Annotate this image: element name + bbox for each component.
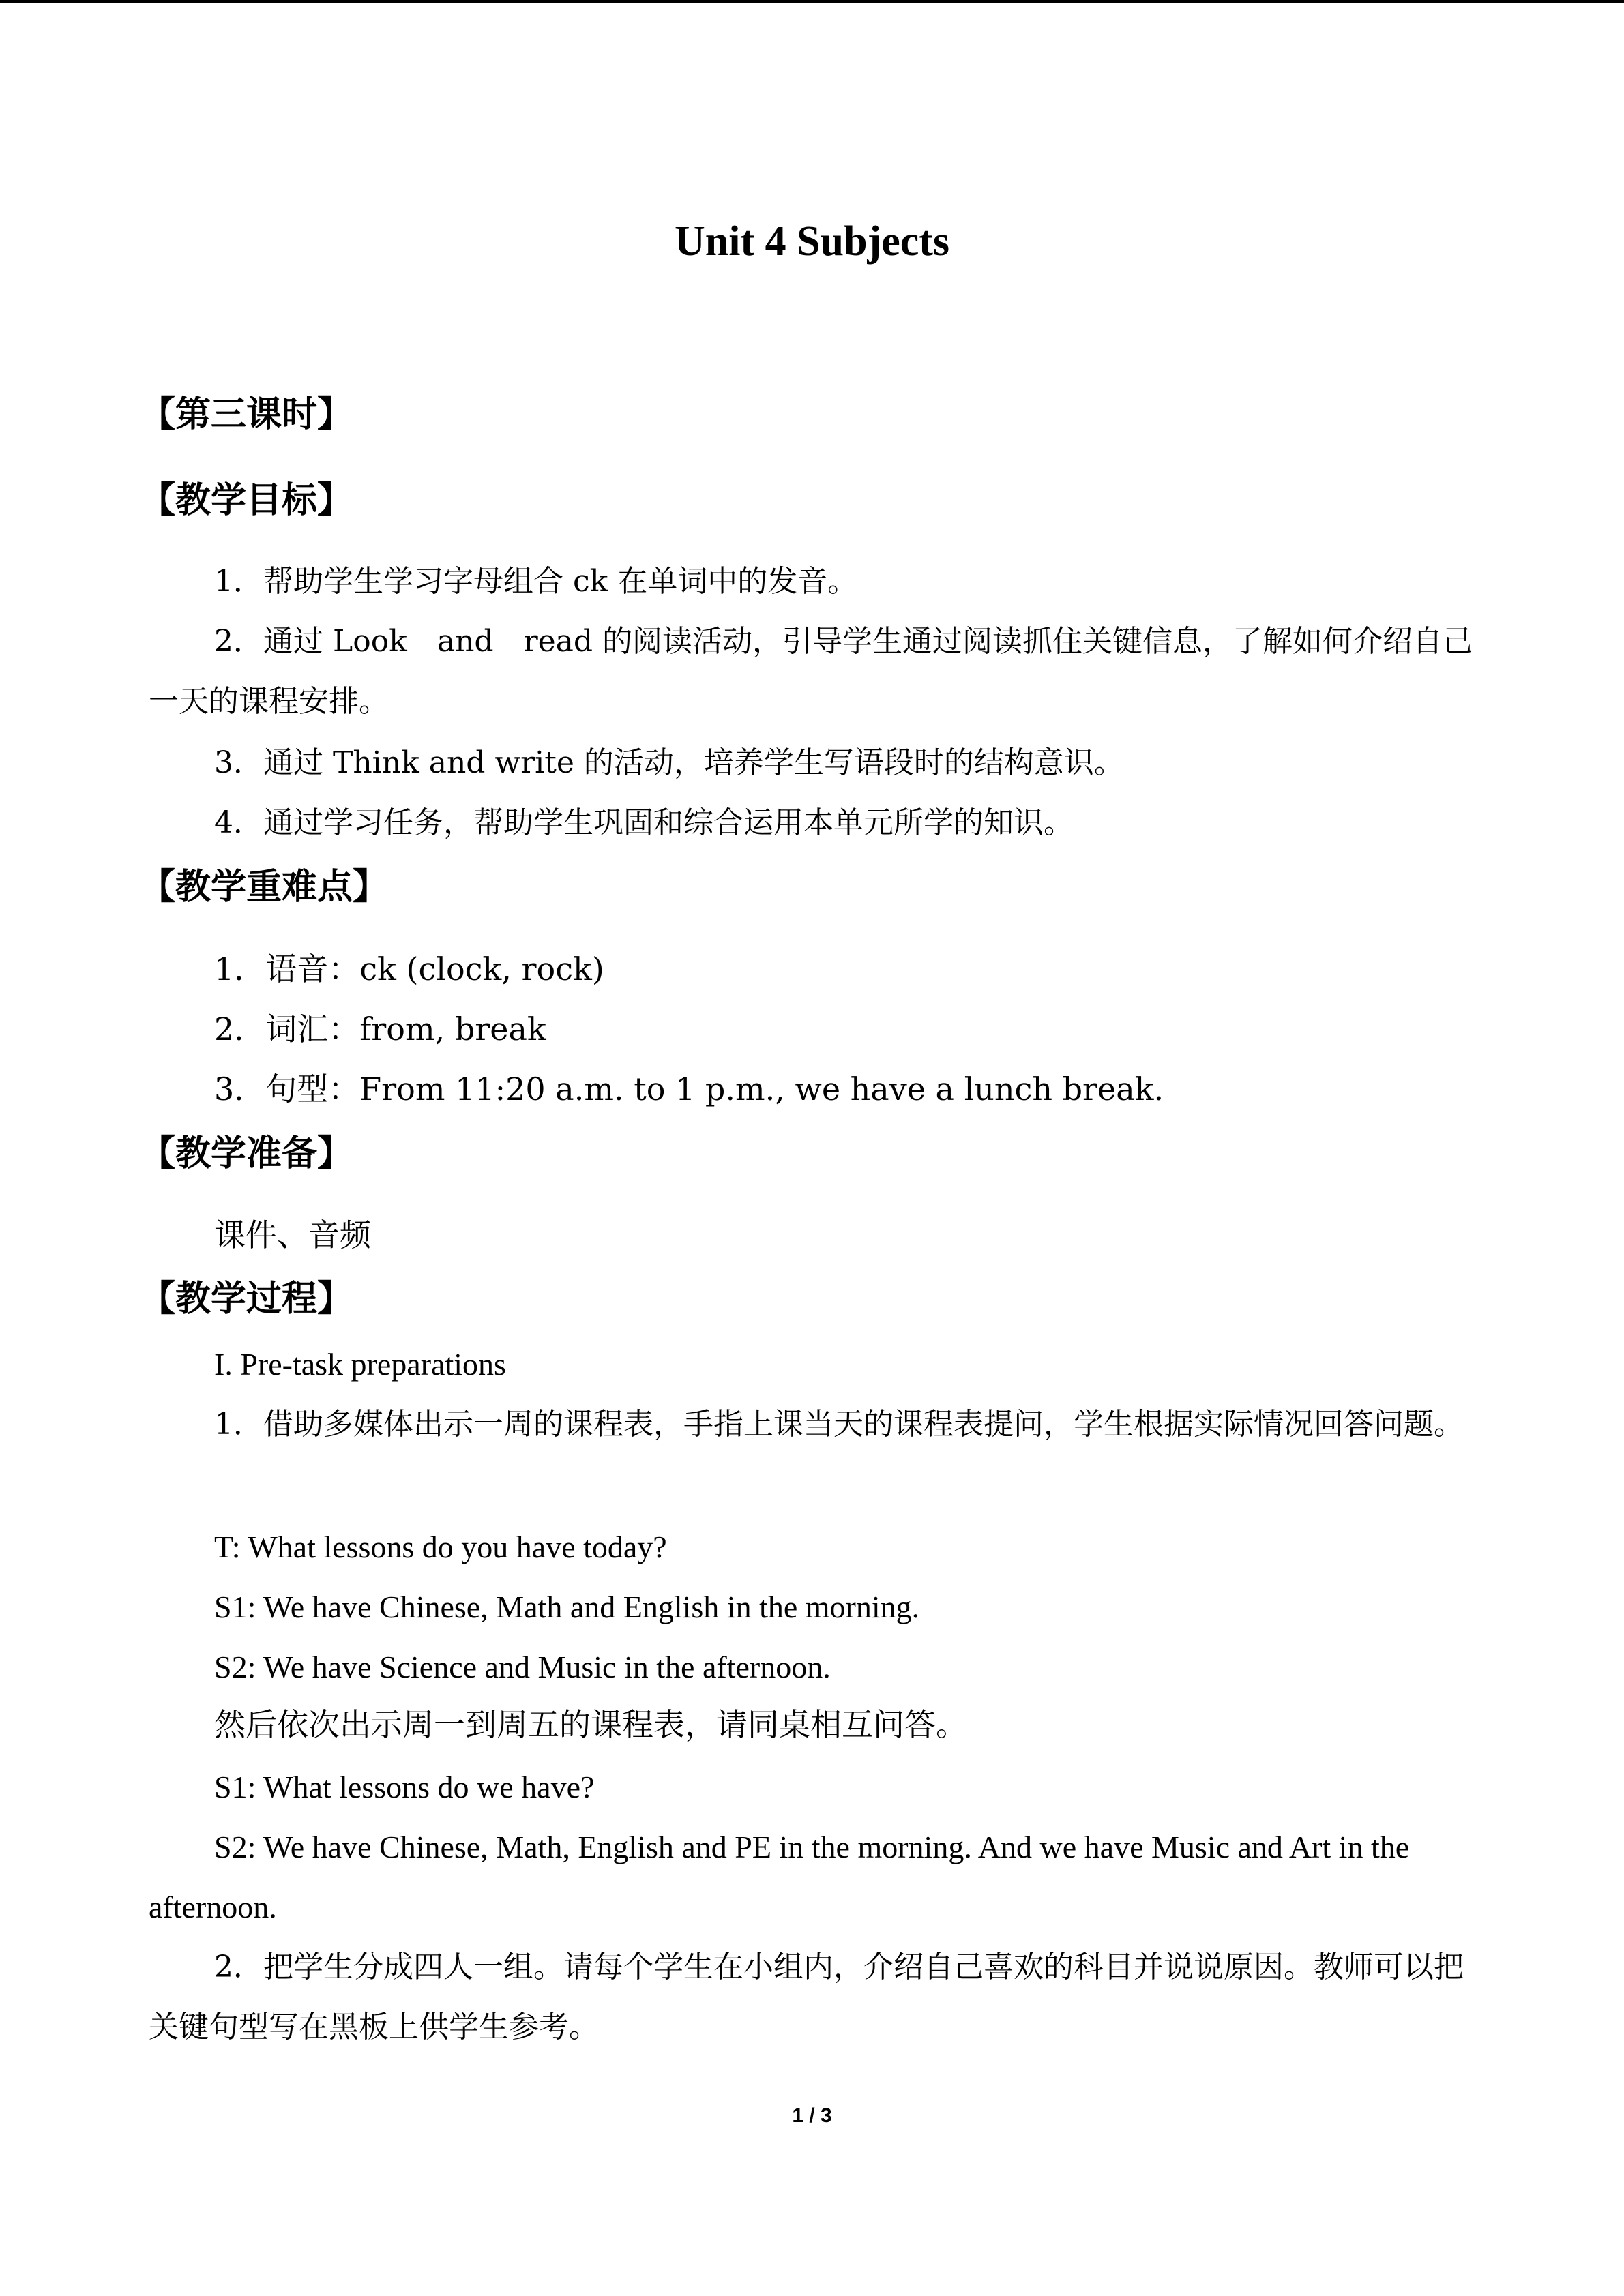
instruction-text: 然后依次出示周一到周五的课程表，请同桌相互问答。 [214, 1706, 967, 1743]
preparation-heading: 【教学准备】 [140, 1133, 353, 1174]
page-number: 1 / 3 [792, 2104, 832, 2127]
top-border-line [0, 0, 1624, 3]
objective-item: 2．通过 Look and read 的阅读活动，引导学生通过阅读抓住关键信息，了解如何介绍自己一天的课程安排。 [149, 624, 1473, 719]
dialogue-line: S2: We have Chinese, Math, English and PE in the morning. And we have Music and Art in the afternoon. [149, 1830, 1410, 1924]
dialogue-line: S1: We have Chinese, Math and English in the morning. [214, 1590, 920, 1624]
dialogue-line: T: What lessons do you have today? [214, 1530, 667, 1564]
objective-item: 1．帮助学生学习字母组合 ck 在单词中的发音。 [214, 564, 858, 599]
preparation-text: 课件、音频 [214, 1217, 371, 1253]
objective-item: 3．通过 Think and write 的活动，培养学生写语段时的结构意识。 [214, 745, 1124, 780]
key-point-item: 1．语音：ck (clock, rock) [214, 951, 604, 987]
key-point-item: 2．词汇：from, break [214, 1011, 546, 1047]
process-heading: 【教学过程】 [140, 1279, 353, 1320]
period-heading: 【第三课时】 [140, 394, 353, 435]
key-points-heading: 【教学重难点】 [140, 867, 389, 908]
dialogue-line: S2: We have Science and Music in the afternoon. [214, 1650, 831, 1684]
document-title: Unit 4 Subjects [674, 218, 950, 265]
dialogue-line: S1: What lessons do we have? [214, 1770, 595, 1804]
objective-item: 4．通过学习任务，帮助学生巩固和综合运用本单元所学的知识。 [214, 805, 1074, 840]
process-step: 1．借助多媒体出示一周的课程表，手指上课当天的课程表提问，学生根据实际情况回答问题。 [214, 1407, 1464, 1442]
key-point-item: 3．句型：From 11:20 a.m. to 1 p.m., we have a lunch break. [214, 1071, 1164, 1107]
stage-label: I. Pre-task preparations [214, 1347, 506, 1382]
process-step: 2．把学生分成四人一组。请每个学生在小组内，介绍自己喜欢的科目并说说原因。教师可以把关键句型写在黑板上供学生参考。 [149, 1950, 1464, 2044]
objectives-heading: 【教学目标】 [140, 480, 353, 521]
